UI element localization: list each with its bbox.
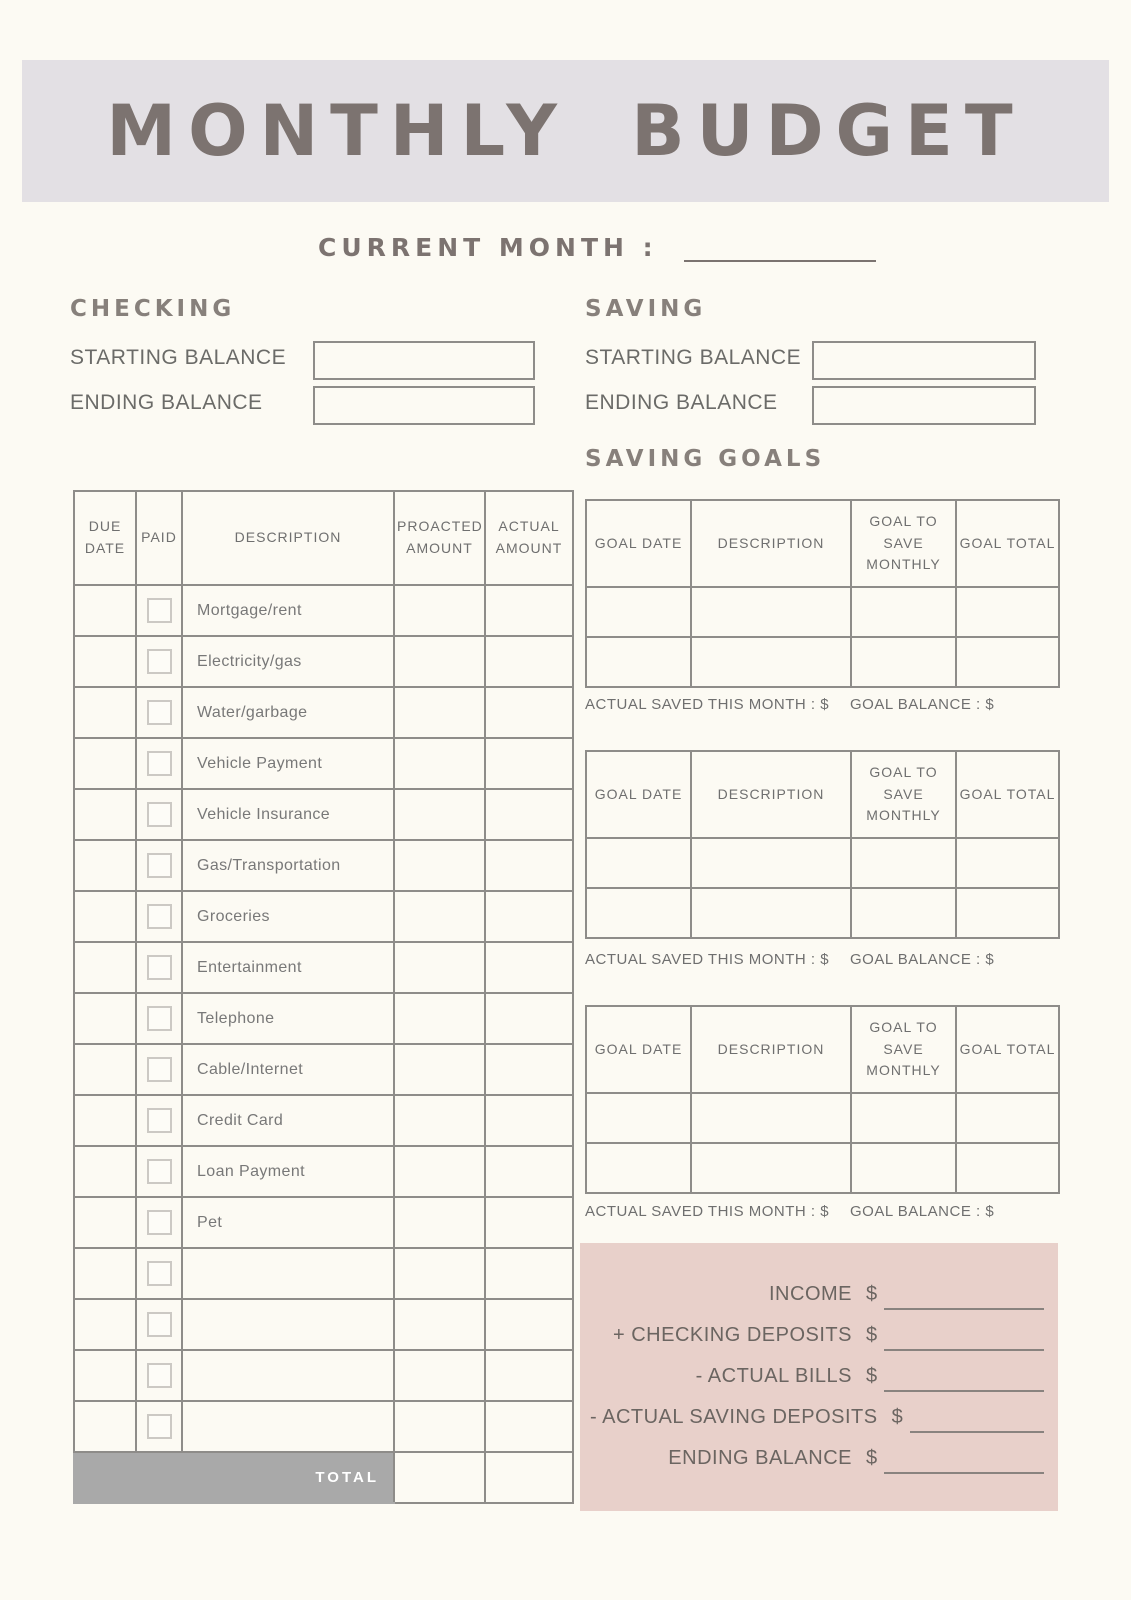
dollar-sign: $ <box>866 1447 878 1469</box>
goal-total-cell[interactable] <box>956 637 1059 687</box>
header-band <box>22 60 1109 202</box>
goal-date-header: GOAL DATE <box>586 751 691 838</box>
goals-row <box>586 587 1059 637</box>
proacted-amount-cell[interactable] <box>394 687 485 738</box>
expense-row <box>74 1095 573 1146</box>
goal-total-header: GOAL TOTAL <box>956 751 1059 838</box>
goals-header-row <box>586 751 1059 838</box>
due-date-cell[interactable] <box>74 636 136 687</box>
paid-checkbox[interactable] <box>147 1210 172 1235</box>
goals-row <box>586 637 1059 687</box>
goals-note-2 <box>585 951 1058 971</box>
description-cell: Cable/Internet <box>182 1044 394 1095</box>
goal-to-save-monthly-header: GOAL TO SAVE MONTHLY <box>851 751 956 838</box>
due-date-cell[interactable] <box>74 942 136 993</box>
goal-description-cell[interactable] <box>691 1143 851 1193</box>
description-cell: Mortgage/rent <box>182 585 394 636</box>
description-cell[interactable] <box>182 1299 394 1350</box>
due-date-header: DUE DATE <box>74 491 136 585</box>
actual-amount-cell[interactable] <box>485 891 573 942</box>
checking-starting-balance-label: STARTING BALANCE <box>70 346 287 369</box>
due-date-cell[interactable] <box>74 1299 136 1350</box>
paid-cell <box>136 789 182 840</box>
due-date-cell[interactable] <box>74 891 136 942</box>
paid-checkbox[interactable] <box>147 700 172 725</box>
goal-balance-label: GOAL BALANCE : $ <box>850 951 995 968</box>
summary-row-actual-bills <box>590 1351 1044 1392</box>
expense-table <box>73 490 574 1504</box>
goal-date-cell[interactable] <box>586 587 691 637</box>
total-row-label-cell <box>74 1452 394 1503</box>
paid-checkbox[interactable] <box>147 1414 172 1439</box>
proacted-amount-cell[interactable] <box>394 585 485 636</box>
description-cell: Credit Card <box>182 1095 394 1146</box>
goal-balance-label: GOAL BALANCE : $ <box>850 1203 995 1220</box>
actual-bills-amount-line[interactable] <box>884 1360 1044 1392</box>
due-date-cell[interactable] <box>74 1197 136 1248</box>
paid-cell <box>136 1401 182 1452</box>
actual-amount-cell[interactable] <box>485 1095 573 1146</box>
dollar-sign: $ <box>866 1365 878 1387</box>
goal-total-cell[interactable] <box>956 1093 1059 1143</box>
proacted-amount-cell[interactable] <box>394 1299 485 1350</box>
saving-starting-balance-label: STARTING BALANCE <box>585 346 802 369</box>
goal-date-cell[interactable] <box>586 1143 691 1193</box>
due-date-cell[interactable] <box>74 840 136 891</box>
actual-amount-cell[interactable] <box>485 1044 573 1095</box>
paid-cell <box>136 1248 182 1299</box>
summary-box <box>580 1243 1058 1511</box>
proacted-amount-cell[interactable] <box>394 636 485 687</box>
goal-total-cell[interactable] <box>956 888 1059 938</box>
goal-description-cell[interactable] <box>691 888 851 938</box>
ending-balance-label: ENDING BALANCE <box>668 1447 852 1469</box>
goals-row <box>586 888 1059 938</box>
summary-row-income <box>590 1269 1044 1310</box>
due-date-cell[interactable] <box>74 1401 136 1452</box>
saving-goals-table-2 <box>585 750 1060 939</box>
expense-row <box>74 840 573 891</box>
paid-checkbox[interactable] <box>147 1006 172 1031</box>
actual-saving-deposits-amount-line[interactable] <box>910 1401 1044 1433</box>
actual-bills-label: - ACTUAL BILLS <box>695 1365 852 1387</box>
paid-checkbox[interactable] <box>147 1057 172 1082</box>
goal-date-header: GOAL DATE <box>586 1006 691 1093</box>
actual-saved-label: ACTUAL SAVED THIS MONTH : $ <box>585 1203 830 1220</box>
due-date-cell[interactable] <box>74 1095 136 1146</box>
description-cell: Water/garbage <box>182 687 394 738</box>
expense-row <box>74 1350 573 1401</box>
actual-saved-label: ACTUAL SAVED THIS MONTH : $ <box>585 696 830 713</box>
ending-balance-amount-line[interactable] <box>884 1442 1044 1474</box>
expense-row <box>74 1401 573 1452</box>
due-date-cell[interactable] <box>74 1146 136 1197</box>
income-value <box>866 1278 1044 1310</box>
goal-date-header: GOAL DATE <box>586 500 691 587</box>
paid-cell <box>136 1197 182 1248</box>
expense-row <box>74 993 573 1044</box>
goal-balance-label: GOAL BALANCE : $ <box>850 696 995 713</box>
goal-description-cell[interactable] <box>691 1093 851 1143</box>
goals-row <box>586 1143 1059 1193</box>
dollar-sign: $ <box>866 1283 878 1305</box>
proacted-amount-cell[interactable] <box>394 1146 485 1197</box>
due-date-cell[interactable] <box>74 1248 136 1299</box>
proacted-amount-cell[interactable] <box>394 993 485 1044</box>
goal-description-cell[interactable] <box>691 838 851 888</box>
paid-cell <box>136 636 182 687</box>
paid-cell <box>136 840 182 891</box>
income-label: INCOME <box>769 1283 852 1305</box>
proacted-amount-cell[interactable] <box>394 1197 485 1248</box>
goal-to-save-monthly-cell[interactable] <box>851 1093 956 1143</box>
actual-amount-cell[interactable] <box>485 840 573 891</box>
goal-to-save-monthly-cell[interactable] <box>851 838 956 888</box>
goal-total-header: GOAL TOTAL <box>956 1006 1059 1093</box>
goal-to-save-monthly-cell[interactable] <box>851 888 956 938</box>
goal-date-cell[interactable] <box>586 637 691 687</box>
goal-description-cell[interactable] <box>691 587 851 637</box>
due-date-cell[interactable] <box>74 1350 136 1401</box>
saving-ending-balance-label: ENDING BALANCE <box>585 391 778 414</box>
checking-deposits-amount-line[interactable] <box>884 1319 1044 1351</box>
expense-row <box>74 789 573 840</box>
expense-row <box>74 738 573 789</box>
description-cell: Telephone <box>182 993 394 1044</box>
expense-table-header-row <box>74 491 573 585</box>
goal-total-header: GOAL TOTAL <box>956 500 1059 587</box>
proacted-amount-cell[interactable] <box>394 942 485 993</box>
goals-header-row <box>586 1006 1059 1093</box>
actual-amount-cell[interactable] <box>485 738 573 789</box>
expense-row <box>74 585 573 636</box>
goal-to-save-monthly-header: GOAL TO SAVE MONTHLY <box>851 1006 956 1093</box>
paid-cell <box>136 1350 182 1401</box>
actual-saving-deposits-label: - ACTUAL SAVING DEPOSITS <box>590 1406 878 1428</box>
paid-checkbox[interactable] <box>147 853 172 878</box>
actual-amount-header: ACTUAL AMOUNT <box>485 491 573 585</box>
description-cell: Vehicle Insurance <box>182 789 394 840</box>
proacted-amount-cell[interactable] <box>394 1095 485 1146</box>
expense-row <box>74 942 573 993</box>
expense-row <box>74 1197 573 1248</box>
actual-saving-deposits-value <box>892 1401 1044 1433</box>
paid-cell <box>136 585 182 636</box>
expense-row <box>74 1044 573 1095</box>
actual-bills-value <box>866 1360 1044 1392</box>
expense-row <box>74 1248 573 1299</box>
goals-note-1 <box>585 696 1058 716</box>
paid-checkbox[interactable] <box>147 1108 172 1133</box>
description-cell: Vehicle Payment <box>182 738 394 789</box>
checking-deposits-value <box>866 1319 1044 1351</box>
total-label: TOTAL <box>315 1468 379 1486</box>
actual-amount-cell[interactable] <box>485 1401 573 1452</box>
goal-description-header: DESCRIPTION <box>691 500 851 587</box>
saving-goals-table-3 <box>585 1005 1060 1194</box>
actual-amount-cell[interactable] <box>485 789 573 840</box>
actual-amount-cell[interactable] <box>485 942 573 993</box>
description-cell: Loan Payment <box>182 1146 394 1197</box>
goal-to-save-monthly-cell[interactable] <box>851 1143 956 1193</box>
paid-header: PAID <box>136 491 182 585</box>
summary-row-actual-saving-deposits <box>590 1392 1044 1433</box>
due-date-cell[interactable] <box>74 687 136 738</box>
paid-cell <box>136 687 182 738</box>
description-cell: Pet <box>182 1197 394 1248</box>
goal-total-cell[interactable] <box>956 1143 1059 1193</box>
total-actual-amount-cell[interactable] <box>485 1452 573 1503</box>
goal-total-cell[interactable] <box>956 587 1059 637</box>
proacted-amount-cell[interactable] <box>394 1401 485 1452</box>
goal-description-header: DESCRIPTION <box>691 1006 851 1093</box>
actual-amount-cell[interactable] <box>485 1248 573 1299</box>
due-date-cell[interactable] <box>74 738 136 789</box>
expense-row <box>74 687 573 738</box>
saving-starting-balance-input[interactable] <box>812 341 1036 380</box>
due-date-cell[interactable] <box>74 789 136 840</box>
paid-cell <box>136 738 182 789</box>
proacted-amount-header: PROACTED AMOUNT <box>394 491 485 585</box>
paid-cell <box>136 1299 182 1350</box>
proacted-amount-cell[interactable] <box>394 738 485 789</box>
actual-saved-label: ACTUAL SAVED THIS MONTH : $ <box>585 951 830 968</box>
goals-row <box>586 838 1059 888</box>
total-proacted-amount-cell[interactable] <box>394 1452 485 1503</box>
goal-to-save-monthly-cell[interactable] <box>851 587 956 637</box>
proacted-amount-cell[interactable] <box>394 840 485 891</box>
goal-to-save-monthly-header: GOAL TO SAVE MONTHLY <box>851 500 956 587</box>
paid-cell <box>136 891 182 942</box>
expense-row <box>74 1299 573 1350</box>
current-month-label: CURRENT MONTH : <box>318 233 658 262</box>
goals-header-row <box>586 500 1059 587</box>
paid-checkbox[interactable] <box>147 802 172 827</box>
section-heading-saving-goals: SAVING GOALS <box>585 446 826 472</box>
description-cell: Groceries <box>182 891 394 942</box>
paid-cell <box>136 1044 182 1095</box>
goals-note-3 <box>585 1203 1058 1223</box>
saving-ending-balance-input[interactable] <box>812 386 1036 425</box>
paid-checkbox[interactable] <box>147 955 172 980</box>
actual-amount-cell[interactable] <box>485 1299 573 1350</box>
description-cell[interactable] <box>182 1401 394 1452</box>
paid-cell <box>136 993 182 1044</box>
paid-checkbox[interactable] <box>147 1312 172 1337</box>
description-cell: Gas/Transportation <box>182 840 394 891</box>
paid-checkbox[interactable] <box>147 598 172 623</box>
paid-checkbox[interactable] <box>147 904 172 929</box>
description-cell: Electricity/gas <box>182 636 394 687</box>
expense-row <box>74 1146 573 1197</box>
actual-amount-cell[interactable] <box>485 636 573 687</box>
section-heading-saving: SAVING <box>585 296 707 322</box>
proacted-amount-cell[interactable] <box>394 1350 485 1401</box>
goal-date-cell[interactable] <box>586 888 691 938</box>
dollar-sign: $ <box>891 1406 903 1428</box>
expense-total-row <box>74 1452 573 1503</box>
checking-ending-balance-label: ENDING BALANCE <box>70 391 263 414</box>
description-cell[interactable] <box>182 1350 394 1401</box>
paid-checkbox[interactable] <box>147 1159 172 1184</box>
actual-amount-cell[interactable] <box>485 993 573 1044</box>
paid-cell <box>136 1095 182 1146</box>
paid-checkbox[interactable] <box>147 649 172 674</box>
description-cell: Entertainment <box>182 942 394 993</box>
checking-deposits-label: + CHECKING DEPOSITS <box>613 1324 852 1346</box>
due-date-cell[interactable] <box>74 585 136 636</box>
actual-amount-cell[interactable] <box>485 585 573 636</box>
actual-amount-cell[interactable] <box>485 1350 573 1401</box>
paid-checkbox[interactable] <box>147 1261 172 1286</box>
saving-goals-table-1 <box>585 499 1060 688</box>
paid-checkbox[interactable] <box>147 1363 172 1388</box>
checking-ending-balance-input[interactable] <box>313 386 535 425</box>
due-date-cell[interactable] <box>74 993 136 1044</box>
section-heading-checking: CHECKING <box>70 296 236 322</box>
description-header: DESCRIPTION <box>182 491 394 585</box>
summary-row-ending-balance <box>590 1433 1044 1474</box>
dollar-sign: $ <box>866 1324 878 1346</box>
ending-balance-value <box>866 1442 1044 1474</box>
goals-row <box>586 1093 1059 1143</box>
paid-cell <box>136 942 182 993</box>
goal-date-cell[interactable] <box>586 838 691 888</box>
expense-row <box>74 636 573 687</box>
income-amount-line[interactable] <box>884 1278 1044 1310</box>
page-title: MONTHLY BUDGET <box>106 90 1025 172</box>
actual-amount-cell[interactable] <box>485 687 573 738</box>
current-month-field[interactable] <box>684 234 876 262</box>
goal-date-cell[interactable] <box>586 1093 691 1143</box>
checking-starting-balance-input[interactable] <box>313 341 535 380</box>
goal-description-header: DESCRIPTION <box>691 751 851 838</box>
summary-row-checking-deposits <box>590 1310 1044 1351</box>
proacted-amount-cell[interactable] <box>394 1044 485 1095</box>
due-date-cell[interactable] <box>74 1044 136 1095</box>
paid-checkbox[interactable] <box>147 751 172 776</box>
actual-amount-cell[interactable] <box>485 1146 573 1197</box>
goal-description-cell[interactable] <box>691 637 851 687</box>
goal-to-save-monthly-cell[interactable] <box>851 637 956 687</box>
goal-total-cell[interactable] <box>956 838 1059 888</box>
proacted-amount-cell[interactable] <box>394 891 485 942</box>
current-month <box>318 233 876 262</box>
actual-amount-cell[interactable] <box>485 1197 573 1248</box>
expense-row <box>74 891 573 942</box>
paid-cell <box>136 1146 182 1197</box>
proacted-amount-cell[interactable] <box>394 1248 485 1299</box>
description-cell[interactable] <box>182 1248 394 1299</box>
proacted-amount-cell[interactable] <box>394 789 485 840</box>
